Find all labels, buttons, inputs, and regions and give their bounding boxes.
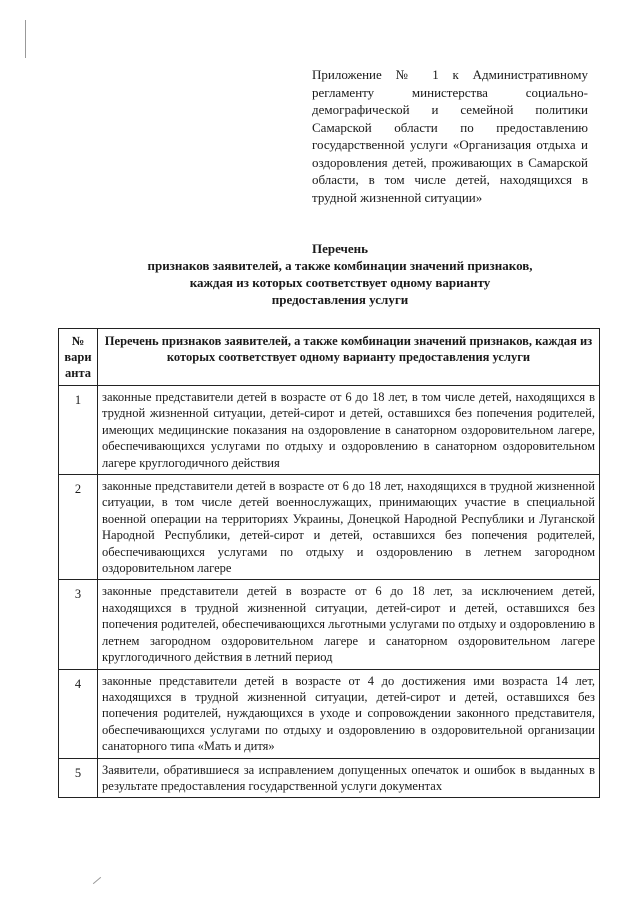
row-number: 2: [59, 475, 98, 580]
row-description: законные представители детей в возрасте от 6 до 18 лет, в том числе детей, находящихся в трудной жизненной ситуации, детей-сирот и детей, оставшихся без попечения родителей, имеющих медицинские показания на оздоровление в санаторном оздоровительном лагере, обеспечивающихся услугами по отдыху и оздоровлению в санаторном оздоровительном лагере круглогодичного действия: [98, 386, 600, 475]
scan-artifact-bottom: [93, 877, 101, 884]
scan-artifact-left: [25, 20, 26, 58]
row-number: 5: [59, 758, 98, 798]
appendix-text: Приложение № 1 к Административному регламенту министерства социально-демографической и семейной политики Самарской области по предоставлению государственной услуги «Организация отдыха и оздоровления детей, проживающих в Самарской области, в том числе детей, находящихся в трудной жизненной ситуации»: [312, 67, 588, 205]
row-description: законные представители детей в возрасте от 6 до 18 лет, находящихся в трудной жизненной ситуации, в том числе детей военнослужащих, принимающих участие в специальной военной операции на территориях Украины, Донецкой Народной Республики и Луганской Народной Республики, детей-сирот и детей, оставшихся без попечения родителей, обеспечивающихся услугами по отдыху и оздоровлению в летнем загородном оздоровительном лагере: [98, 475, 600, 580]
variants-table: [58, 328, 600, 798]
row-number: 1: [59, 386, 98, 475]
column-header-number: № вари анта: [59, 329, 98, 386]
row-number: 4: [59, 669, 98, 758]
row-number: 3: [59, 580, 98, 669]
row-description: Заявители, обратившиеся за исправлением допущенных опечаток и ошибок в выданных в результате предоставления государственной услуги документах: [98, 758, 600, 798]
table-row: [59, 386, 600, 475]
table-row: [59, 669, 600, 758]
appendix-note: [312, 66, 588, 206]
heading-line-2: признаков заявителей, а также комбинации значений признаков,: [147, 258, 533, 273]
table-row: [59, 580, 600, 669]
table-header-row: [59, 329, 600, 386]
table-row: [59, 475, 600, 580]
heading-line-3: каждая из которых соответствует одному варианту: [189, 275, 491, 290]
row-description: законные представители детей в возрасте от 4 до достижения ими возраста 14 лет, находящихся в трудной жизненной ситуации, детей-сирот и детей, оставшихся без попечения родителей, нуждающихся в уходе и сопровождении законного представителя, обеспечивающихся услугами по отдыху и оздоровлению в оздоровительной организации санаторного типа «Мать и дитя»: [98, 669, 600, 758]
heading-line-1: Перечень: [311, 241, 369, 256]
row-description: законные представители детей в возрасте от 6 до 18 лет, за исключением детей, находящихся в трудной жизненной ситуации, детей-сирот и детей, оставшихся без попечения родителей, обеспечивающихся льготными услугами по отдыху и оздоровлению в летнем загородном оздоровительном лагере и санаторном оздоровительном лагере круглогодичного действия в летний период: [98, 580, 600, 669]
heading-line-4: предоставления услуги: [271, 292, 409, 307]
column-header-description: Перечень признаков заявителей, а также комбинации значений признаков, каждая из которых соответствует одному варианту предоставления услуги: [98, 329, 600, 386]
document-heading: [60, 240, 620, 308]
table-row: [59, 758, 600, 798]
